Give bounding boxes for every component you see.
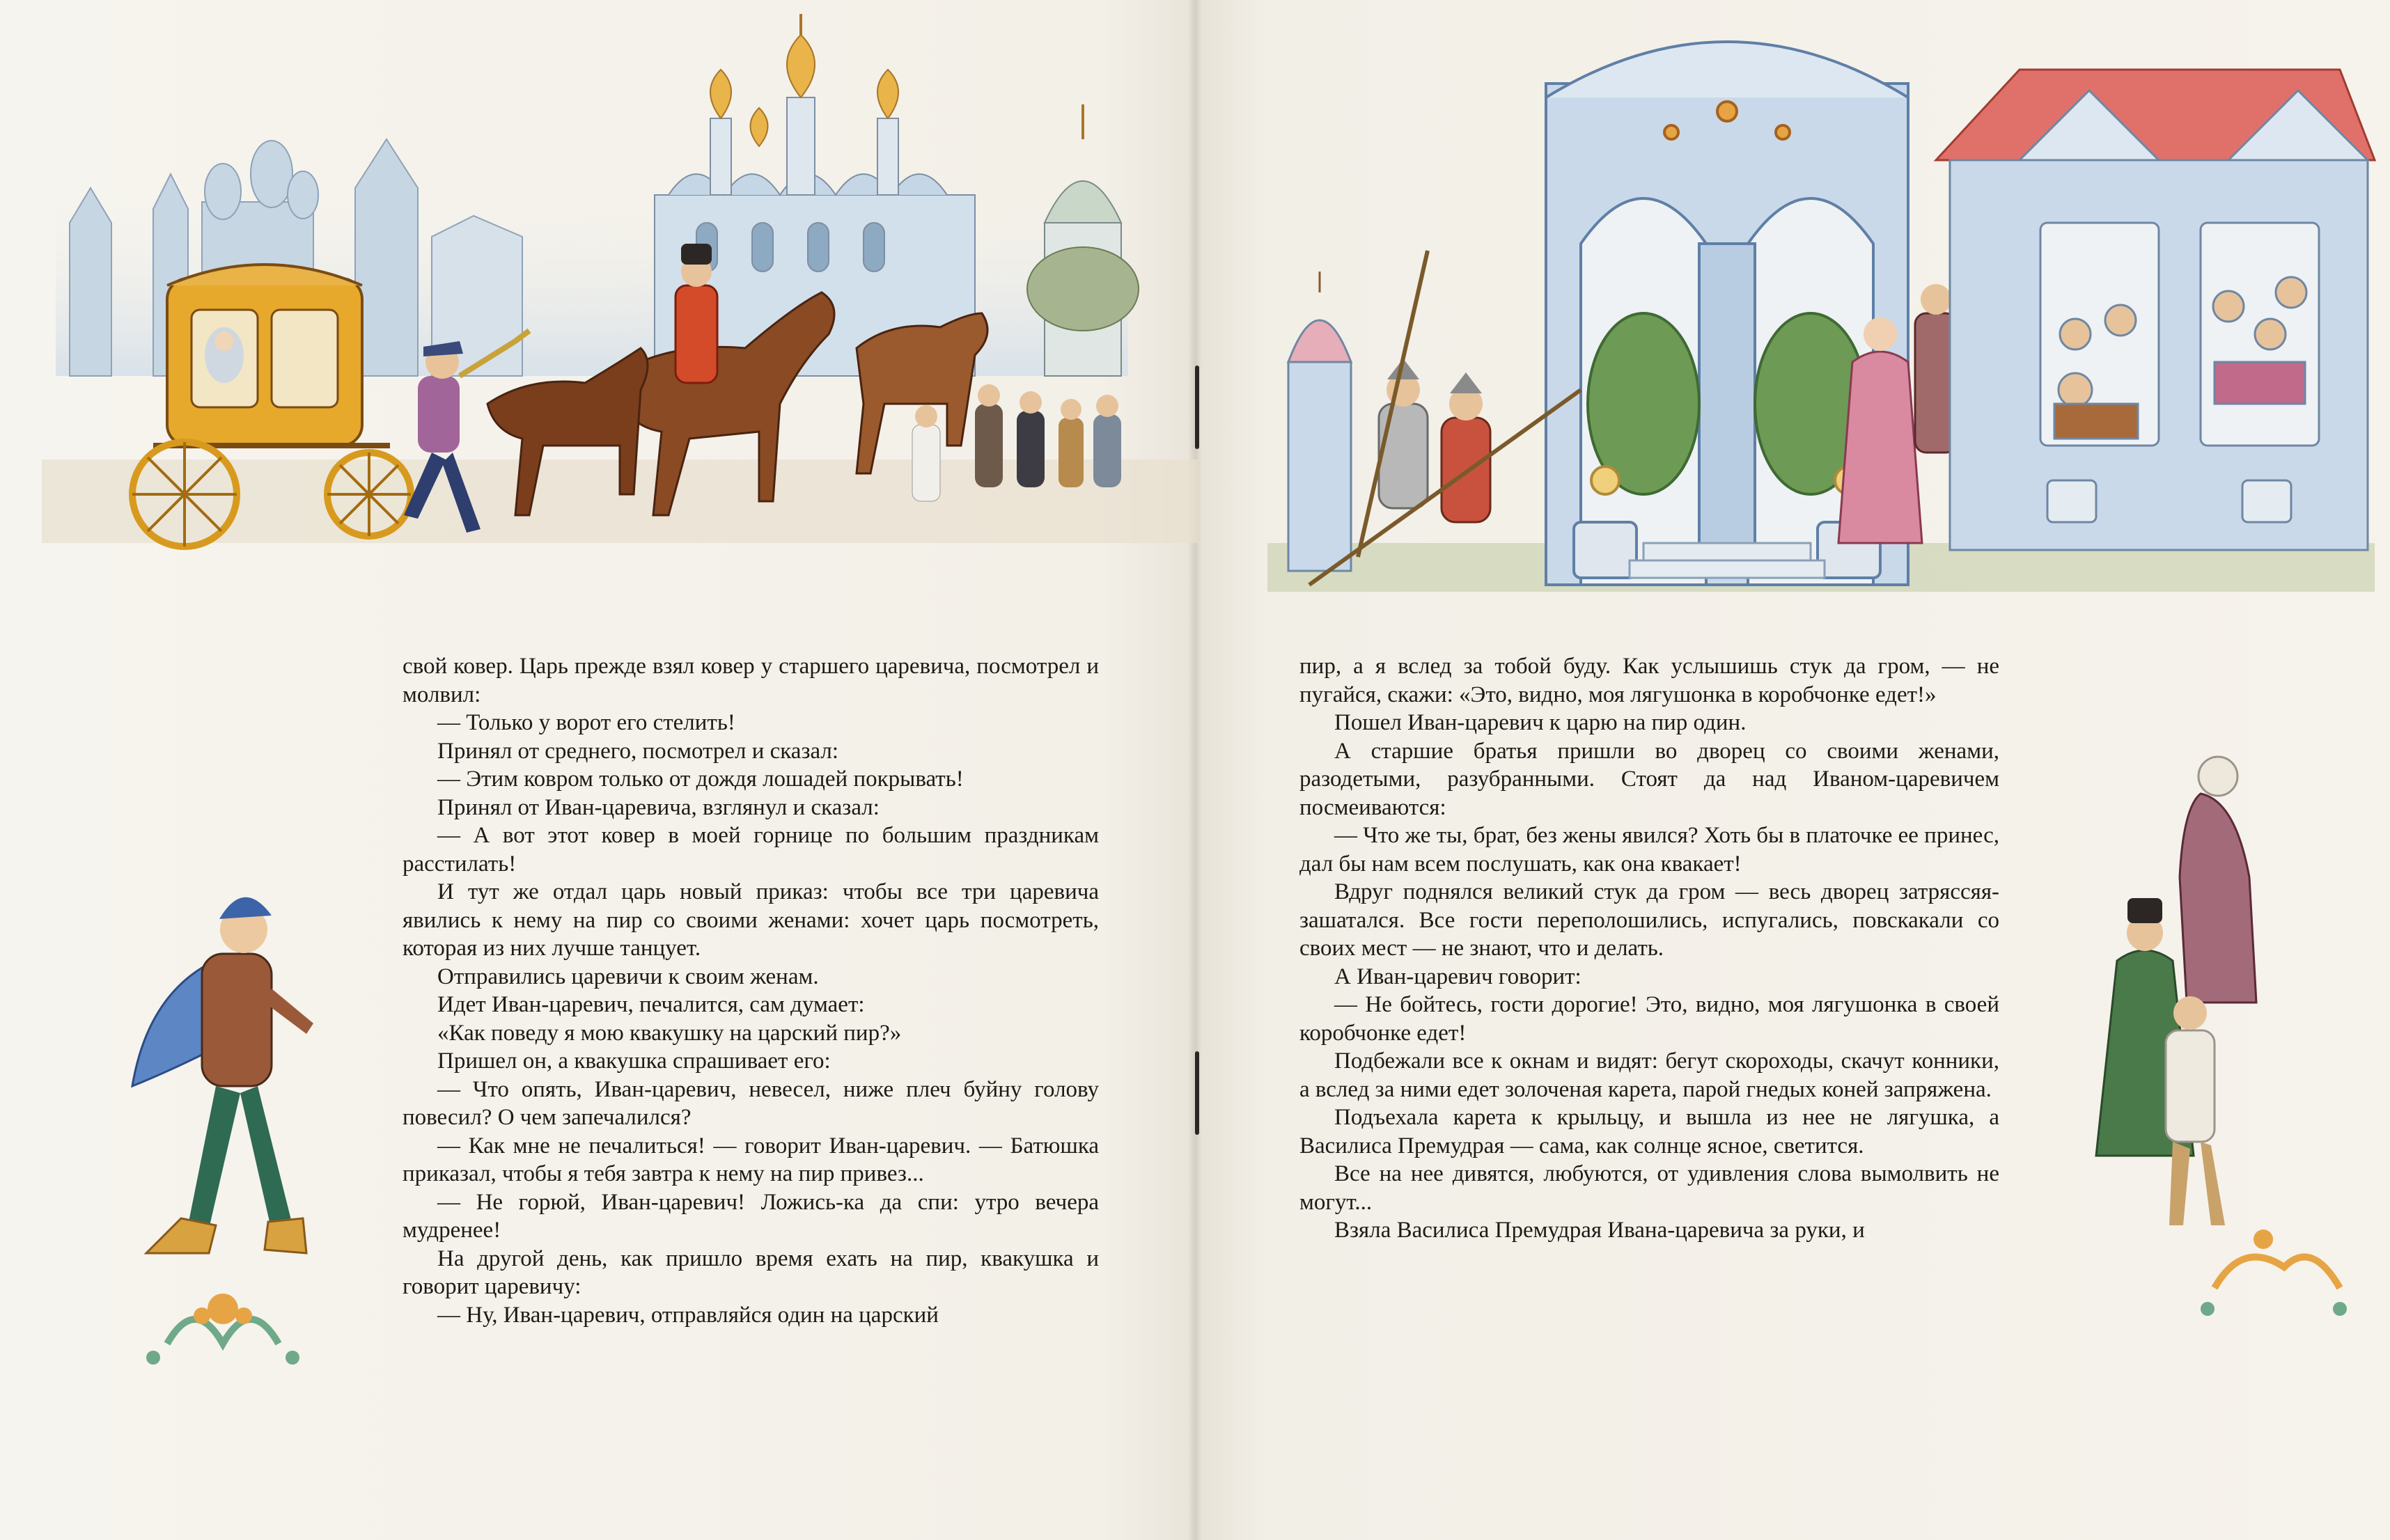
floral-ornament — [146, 1294, 299, 1365]
right-paragraph: пир, а я вслед за тобой буду. Как услышишь стук да гром, — не пугайся, скажи: «Это, видно, моя лягушонка в коробчонке едет!» — [1299, 654, 1999, 707]
left-paragraph: Принял от Иван-царевича, взглянул и сказал: — [437, 794, 880, 820]
right-paragraph: Все на нее дивятся, любуются, от удивления слова вымолвить не могут... — [1299, 1161, 1999, 1215]
left-paragraph: На другой день, как пришло время ехать на пир, квакушка и говорит царевичу: — [403, 1246, 1099, 1299]
left-paragraph: И тут же отдал царь новый приказ: чтобы все три царевича явились к нему на пир со своими женами: хочет царь посмотреть, которая из них лучше танцует. — [403, 879, 1099, 961]
left-paragraph: «Как поведу я мою квакушку на царский пир?» — [437, 1020, 902, 1046]
left-paragraph: — Не горюй, Иван-царевич! Ложись-ка да спи: утро вечера мудренее! — [403, 1189, 1099, 1243]
left-paragraph: — Только у ворот его стелить! — [437, 710, 735, 735]
left-paragraph: — А вот этот ковер в моей горнице по большим праздникам расстилать! — [403, 823, 1099, 877]
left-paragraph: свой ковер. Царь прежде взял ковер у старшего царевича, посмотрел и молвил: — [403, 654, 1099, 707]
carriage-procession-illustration — [42, 14, 1198, 571]
right-paragraph: Подбежали все к окнам и видят: бегут скороходы, скачут конники, а вслед за ними едет золоченая карета, парой гнедых коней запряжена. — [1299, 1048, 1999, 1102]
bystanders-illustration — [2033, 738, 2368, 1351]
ivan-tsarevich-walking-illustration — [104, 863, 383, 1392]
staple-bottom — [1195, 1051, 1199, 1135]
right-paragraph: — Не бойтесь, гости дорогие! Это, видно, моя лягушонка в своей коробчонке едет! — [1299, 992, 1999, 1046]
palace-hall — [1936, 70, 2375, 550]
right-paragraph: А Иван-царевич говорит: — [1334, 964, 1581, 989]
right-paragraph: Пошел Иван-царевич к царю на пир один. — [1334, 710, 1747, 735]
left-paragraph: Отправились царевичи к своим женам. — [437, 964, 819, 989]
right-paragraph: А старшие братья пришли во дворец со своими женами, разодетыми, разубранными. Стоят да над Иваном-царевичем посмеиваются: — [1299, 738, 1999, 820]
right-paragraph: Взяла Василиса Премудрая Ивана-царевича за руки, и — [1334, 1218, 1865, 1243]
right-text-column — [1299, 652, 1999, 1245]
left-paragraph: Идет Иван-царевич, печалится, сам думает: — [437, 992, 865, 1017]
left-paragraph: — Что опять, Иван-царевич, невесел, ниже плеч буйну голову повесил? О чем запечалился? — [403, 1076, 1099, 1130]
right-paragraph: Подъехала карета к крыльцу, и вышла из нее не лягушка, а Василиса Премудрая — сама, как солнце ясное, светится. — [1299, 1105, 1999, 1158]
right-paragraph: Вдруг поднялся великий стук да гром — весь дворец затряссяя-зашатался. Все гости переполошились, испугались, повскакали со своих мест — не знают, что и делать. — [1299, 879, 1999, 961]
left-paragraph: — Ну, Иван-царевич, отправляйся один на царский — [437, 1302, 939, 1328]
left-paragraph: Принял от среднего, посмотрел и сказал: — [437, 738, 839, 764]
palace-illustration — [1253, 14, 2382, 613]
left-paragraph: — Как мне не печалиться! — говорит Иван-царевич. — Батюшка приказал, чтобы я тебя завтра к нему на пир привез... — [403, 1133, 1099, 1186]
left-paragraph: — Этим ковром только от дождя лошадей покрывать! — [437, 767, 964, 792]
right-paragraph: — Что же ты, брат, без жены явился? Хоть бы в платочке ее принес, дал бы нам всем послушать, как она квакает! — [1299, 823, 1999, 877]
floral-ornament — [2201, 1229, 2347, 1316]
left-text-column — [403, 652, 1099, 1329]
left-tower — [1288, 272, 1351, 571]
left-paragraph: Пришел он, а квакушка спрашивает его: — [437, 1048, 831, 1074]
